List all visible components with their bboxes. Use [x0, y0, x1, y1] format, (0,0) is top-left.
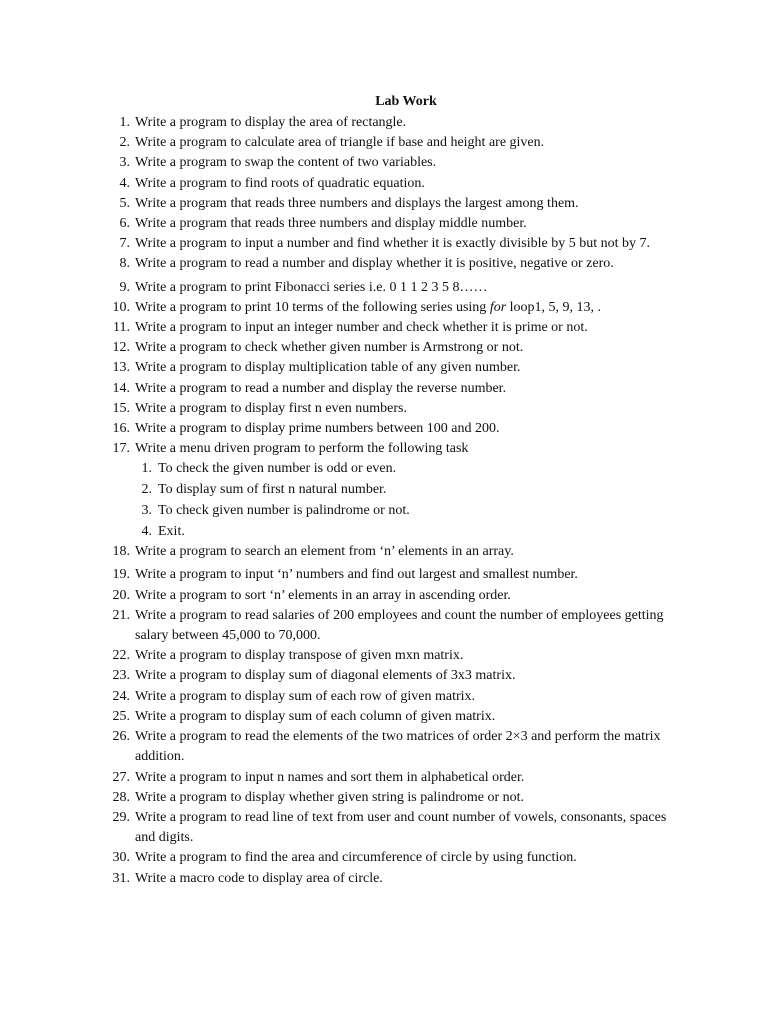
item-text: Write a program to sort ‘n’ elements in an array in ascending order. [135, 587, 511, 603]
item-text: Write a program to input a number and find whether it is exactly divisible by 5 but not by 7. [135, 236, 650, 252]
item-text-after: loop1, 5, 9, 13, . [506, 299, 602, 315]
list-item [0, 869, 675, 889]
item-text: Write a program to search an element from ‘n’ elements in an array. [135, 544, 514, 560]
list-item [0, 379, 675, 399]
item-text-italic: for [489, 299, 507, 315]
sub-item-number: 3. [141, 502, 152, 518]
item-text-before: Write a program to print 10 terms of the following series using [135, 299, 490, 315]
item-number: 7. [119, 236, 130, 252]
list-item [0, 234, 675, 254]
sub-item-text: Exit. [158, 523, 185, 539]
item-number: 19. [112, 567, 130, 583]
list-item [0, 606, 675, 646]
list-item [0, 254, 675, 274]
list-item [0, 666, 675, 686]
list-item [0, 113, 675, 133]
sub-item-number: 4. [141, 523, 152, 539]
list-item [0, 788, 675, 808]
item-number: 10. [112, 299, 130, 315]
item-text: Write a program to display whether given string is palindrome or not. [135, 789, 525, 805]
list-item [0, 565, 675, 585]
item-number: 1. [119, 115, 130, 130]
list-item [0, 768, 675, 788]
item-text: Write a program to input an integer number and check whether it is prime or not. [135, 320, 588, 336]
item-text: Write a program to read salaries of 200 employees and count the number of employees getting salary between 45,000 to 70,000. [135, 607, 664, 644]
item-number: 23. [112, 668, 130, 684]
item-text: Write a program to find the area and circumference of circle by using function. [135, 850, 577, 866]
sub-list-item [0, 522, 673, 543]
item-number: 18. [112, 544, 130, 560]
item-text: Write a program that reads three numbers and displays the largest among them. [135, 195, 579, 211]
list-item [0, 298, 675, 318]
item-text: Write a macro code to display area of circle. [135, 870, 383, 886]
item-text: Write a program to display the area of rectangle. [135, 115, 407, 130]
list-item [0, 586, 675, 606]
item-text: Write a program to display prime numbers between 100 and 200. [135, 421, 500, 437]
item-number: 4. [119, 175, 130, 191]
item-number: 30. [112, 850, 130, 866]
sub-item-number: 1. [141, 461, 152, 477]
list-item [0, 153, 675, 173]
item-number: 6. [119, 216, 130, 232]
item-number: 5. [119, 195, 130, 211]
list-item [0, 338, 675, 358]
list-item [0, 848, 675, 868]
item-number: 15. [112, 400, 130, 416]
item-number: 16. [112, 421, 130, 437]
list-item [0, 399, 675, 419]
list-item [0, 542, 675, 562]
item-number: 25. [112, 708, 130, 724]
sub-item-text: To check the given number is odd or even. [158, 461, 397, 477]
list-item [0, 808, 675, 848]
item-text: Write a program to swap the content of two variables. [135, 155, 437, 171]
list-item [0, 194, 675, 214]
list-item [0, 133, 675, 153]
list-item [0, 687, 675, 707]
item-text: Write a program to read the elements of the two matrices of order 2×3 and perform the matrix addition. [135, 729, 661, 765]
item-number: 22. [112, 648, 130, 664]
item-text: Write a program to display sum of each row of given matrix. [135, 688, 476, 704]
sub-item-text: To display sum of first n natural number. [158, 482, 387, 498]
item-text: Write a program to print Fibonacci series i.e. 0 1 1 2 3 5 8…… [135, 279, 488, 295]
list-item [0, 707, 675, 727]
item-number: 31. [112, 870, 130, 886]
item-number: 27. [112, 769, 130, 785]
list-item [0, 419, 675, 439]
item-text: Write a program to input n names and sort them in alphabetical order. [135, 769, 525, 785]
item-text: Write a menu driven program to perform the following task [135, 441, 469, 457]
item-number: 20. [112, 587, 130, 603]
item-text: Write a program to read a number and display the reverse number. [135, 380, 507, 396]
list-item [0, 278, 675, 298]
sub-list-item [0, 480, 673, 501]
list-item [0, 358, 675, 378]
item-number: 2. [119, 135, 130, 151]
list-item [0, 439, 675, 459]
item-text: Write a program to find roots of quadratic equation. [135, 175, 425, 191]
item-text: Write a program to read line of text from user and count number of vowels, consonants, spaces and digits. [135, 809, 667, 846]
sub-list-item [0, 459, 673, 480]
item-number: 11. [113, 320, 130, 336]
item-number: 24. [112, 688, 130, 704]
item-number: 8. [119, 256, 130, 272]
item-text: Write a program to display transpose of given mxn matrix. [135, 648, 464, 664]
item-text: Write a program to display first n even numbers. [135, 400, 407, 416]
item-text: Write a program to display sum of diagonal elements of 3x3 matrix. [135, 668, 516, 684]
item-number: 3. [119, 155, 130, 171]
list-item [0, 318, 675, 338]
sub-list-item [0, 501, 673, 522]
item-number: 9. [119, 279, 130, 295]
item-number: 21. [112, 607, 130, 623]
item-text: Write a program that reads three numbers and display middle number. [135, 216, 527, 232]
item-text: Write a program to display sum of each column of given matrix. [135, 708, 496, 724]
item-text: Write a program to input ‘n’ numbers and find out largest and smallest number. [135, 567, 578, 583]
item-number: 26. [112, 729, 130, 745]
item-text: Write a program to read a number and display whether it is positive, negative or zero. [135, 256, 614, 272]
page-title: Lab Work [375, 94, 437, 109]
item-number: 12. [112, 340, 130, 356]
sub-item-text: To check given number is palindrome or not. [158, 502, 410, 518]
item-number: 13. [112, 360, 130, 376]
item-text: Write a program to check whether given number is Armstrong or not. [135, 340, 524, 356]
item-text: Write a program to calculate area of triangle if base and height are given. [135, 135, 545, 151]
lab-task-list [0, 113, 768, 889]
list-item [0, 727, 675, 767]
item-text: Write a program to display multiplication table of any given number. [135, 360, 521, 376]
list-item [0, 214, 675, 234]
list-item [0, 174, 675, 194]
item-number: 28. [112, 789, 130, 805]
item-number: 29. [112, 809, 130, 825]
sub-item-number: 2. [141, 482, 152, 498]
item-number: 17. [112, 441, 130, 457]
list-item [0, 646, 675, 666]
item-number: 14. [112, 380, 130, 396]
